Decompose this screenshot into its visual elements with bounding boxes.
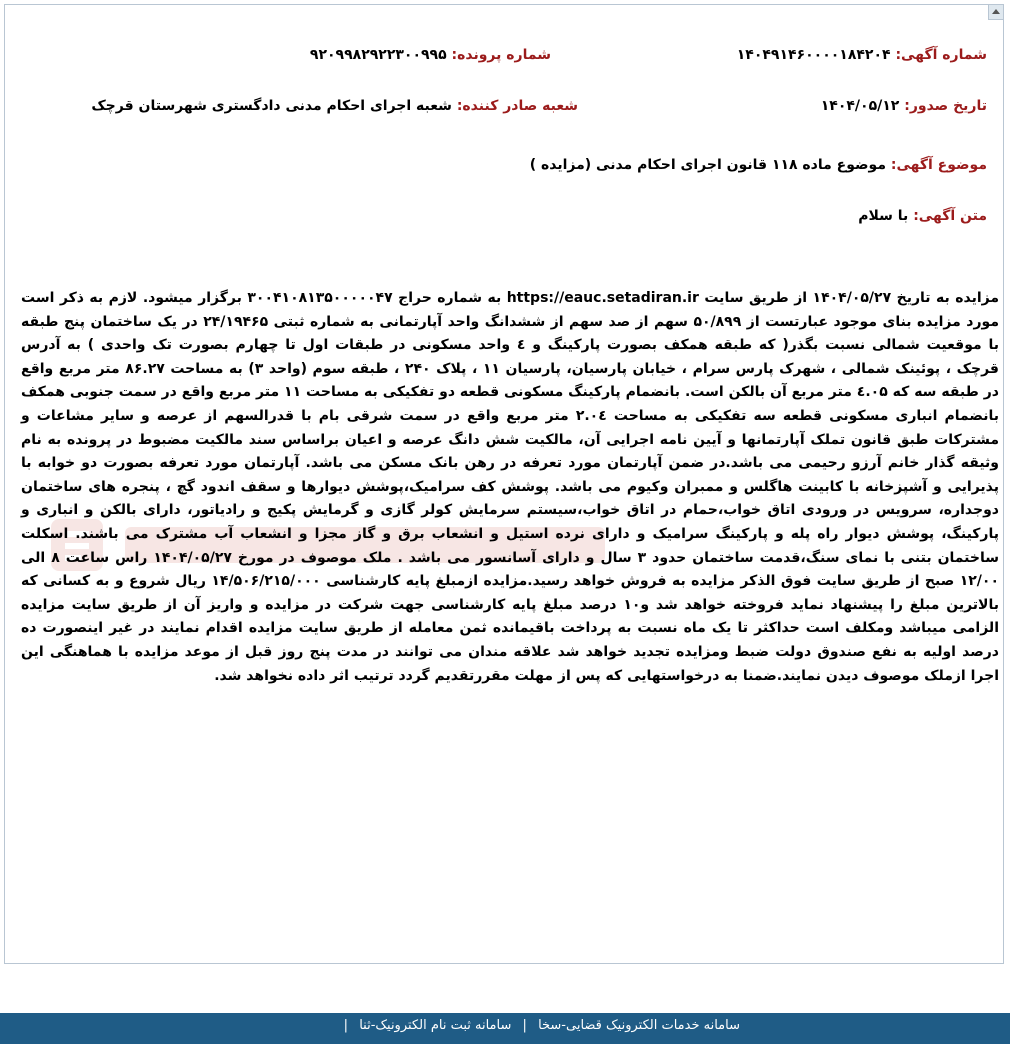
issue-date-field (821, 98, 987, 114)
footer-separator: | (522, 1018, 527, 1033)
case-number-value: ۹۲۰۹۹۸۲۹۲۲۳۰۰۹۹۵ (309, 47, 447, 63)
issuer-value: شعبه اجرای احکام مدنی دادگستری شهرستان قرچک (91, 98, 452, 114)
subject-value: موضوع ماده ۱۱۸ قانون اجرای احکام مدنی (مزایده ) (529, 157, 886, 173)
subject-label: موضوع آگهی: (890, 157, 987, 173)
footer-separator-end: | (343, 1018, 349, 1033)
issuer-label: شعبه صادر کننده: (456, 98, 578, 114)
ad-number-field (737, 47, 987, 63)
case-number-label: شماره پرونده: (451, 47, 551, 63)
arrow-up-icon (992, 9, 1000, 14)
footer-link-sakha[interactable]: سامانه خدمات الکترونیک قضایی-سخا (538, 1018, 740, 1033)
issue-date-value: ۱۴۰۴/۰۵/۱۲ (820, 98, 900, 114)
ad-number-label: شماره آگهی: (895, 47, 987, 63)
footer-links (337, 1018, 740, 1033)
issuer-field (91, 98, 578, 114)
document-frame (4, 4, 1004, 964)
scroll-up-button[interactable] (988, 5, 1003, 20)
footer-bar (0, 1013, 1010, 1044)
case-number-field (310, 47, 551, 63)
greeting: با سلام (858, 208, 909, 224)
ad-number-value: ۱۴۰۴۹۱۴۶۰۰۰۰۱۸۴۲۰۴ (736, 47, 891, 63)
subject-field (530, 157, 987, 173)
text-label-field (858, 208, 987, 224)
ad-body-text: مزایده به تاریخ ۱۴۰۴/۰۵/۲۷ از طریق سایت https://eauc.setadiran.ir به شماره حراج ۳۰۰۴۱۰۸۱۳۵۰۰۰۰۰۴۷ برگزار میشود. لازم به ذکر است مورد مزایده بنای موجود عبارتست از ۵۰/۸۹۹ سهم از صد سهم از ششدانگ واحد آپارتمانی به شماره ثبتی ۲۴/۱۹۴۶۵ در یک ساختمان پنج طبقه با موقعیت شمالی نسبت بگذر( که طبقه همکف بصورت پارکینگ و ٤ واحد مسکونی در طبقات اول تا چهارم بصورت تک واحدی ) به آدرس قرچک ، پوئینک شمالی ، شهرک پارس سرام ، خیابان پارسیان، پارسیان ۱۱ ، پلاک ۲۴۰ ، طبقه سوم (واحد ۳) به مساحت ۸۶.۲۷ متر مربع واقع در طبقه سه که ٤.۰۵ متر مربع آن بالکن است. بانضمام پارکینگ مسکونی قطعه دو تفکیکی به مساحت ۱۱ متر مربع واقع در سمت جنوبی همکف بانضمام انباری مسکونی قطعه سه تفکیکی به مساحت ۲.۰٤ متر مربع واقع در سمت شرقی بام با قدرالسهم از عرصه و سایر مشاعات و مشترکات طبق قانون تملک آپارتمانها و آیین نامه اجرایی آن، مالکیت شش دانگ عرصه و اعیان براساس سند مالکیت مضبوط در پرونده به نام وثیقه گذار خانم آرزو رحیمی می باشد.در ضمن آپارتمان مورد تعرفه در رهن بانک مسکن می باشد. آپارتمان مورد تعرفه بصورت دو خوابه با پذیرایی و آشپزخانه با کابینت هاگلس و ممبران وکیوم می باشد. پوشش کف سرامیک،پوشش دیوارها و سقف اندود گچ ، پنجره های ساختمان دوجداره، سرویس در ورودی اتاق خواب،حمام در اتاق خواب،سیستم سرمایش کولر گازی و گرمایش پکیج و رادیاتور، دارای بالکن و انباری و پارکینگ، پوشش دیوار راه پله و پارکینگ سرامیک و دارای نرده استیل و انشعاب برق و گاز مجزا و انشعاب آب مشترک می باشند. اسکلت ساختمان بتنی با نمای سنگ،قدمت ساختمان حدود ۳ سال و دارای آسانسور می باشد . ملک موصوف در مورخ ۱۴۰۴/۰۵/۲۷ راس ساعت ۸ الی ۱۲/۰۰ صبح از طریق سایت فوق الذکر مزایده به فروش خواهد رسید.مزایده ازمبلغ پایه کارشناسی ۱۴/۵۰۶/۲۱۵/۰۰۰ ریال شروع و به کسانی که بالاترین مبلغ را پیشنهاد نماید فروخته خواهد شد و۱۰ درصد مبلغ پایه کارشناسی جهت شرکت در مزایده و واریز آن از طریق سایت مزایده الزامی میباشد ومکلف است حداکثر تا یک ماه نسبت به پرداخت باقیمانده ثمن معامله از طریق سایت مزایده اقدام نمایند در غیر اینصورت ده درصد اولیه به نفع صندوق دولت ضبط ومزایده تجدید خواهد شد علاقه مندان می توانند در مدت پنج روز قبل از موعد مزایده با هماهنگی این اجرا ازملک موصوف دیدن نمایند.ضمنا به درخواستهایی که پس از مهلت مقررتقدیم گردد ترتیب اثر داده نخواهد شد. (21, 290, 1000, 684)
footer-link-sana[interactable]: سامانه ثبت نام الکترونیک-ثنا (359, 1018, 512, 1033)
issue-date-label: تاریخ صدور: (904, 98, 987, 114)
ad-text-label: متن آگهی: (913, 208, 987, 224)
